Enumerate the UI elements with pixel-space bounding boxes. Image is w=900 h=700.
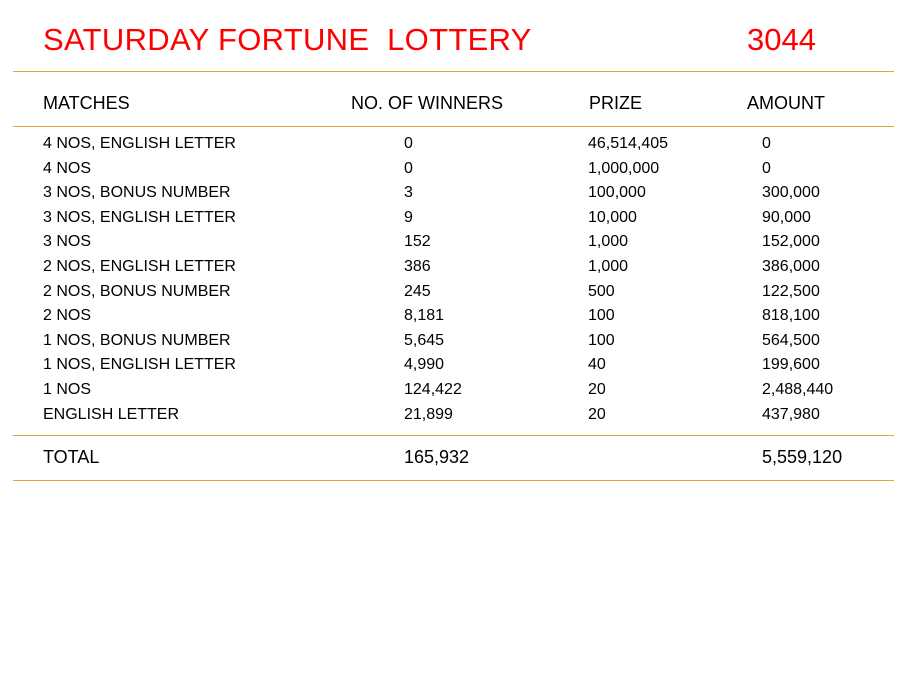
table-row (0, 331, 900, 356)
amount-cell: 152,000 (762, 233, 820, 251)
results-table (0, 134, 900, 429)
amount-cell: 122,500 (762, 282, 820, 300)
match-cell: 1 NOS (43, 380, 92, 398)
amount-cell: 437,980 (762, 405, 820, 423)
match-cell: 4 NOS, ENGLISH LETTER (43, 135, 236, 152)
amount-cell: 0 (762, 135, 771, 152)
amount-cell: 818,100 (762, 307, 820, 325)
prize-cell: 1,000,000 (588, 159, 660, 177)
prize-cell: 100,000 (588, 184, 646, 202)
prize-cell: 20 (588, 405, 606, 423)
prize-cell: 20 (588, 380, 606, 398)
table-row (0, 183, 900, 208)
prize-cell: 500 (588, 282, 615, 300)
match-cell: 1 NOS, BONUS NUMBER (43, 331, 231, 349)
table-row (0, 282, 900, 307)
draw-number: 3044 (747, 22, 816, 57)
table-row (0, 134, 900, 159)
total-label: TOTAL (43, 447, 100, 467)
amount-cell: 386,000 (762, 257, 820, 275)
prize-cell: 1,000 (588, 257, 629, 275)
winners-cell: 0 (404, 159, 413, 177)
table-row (0, 405, 900, 430)
column-header-winners: NO. OF WINNERS (351, 93, 503, 113)
winners-cell: 0 (404, 135, 413, 152)
winners-cell: 3 (404, 184, 413, 202)
winners-cell: 9 (404, 208, 413, 226)
table-row (0, 257, 900, 282)
column-header-matches: MATCHES (43, 93, 130, 113)
match-cell: 2 NOS, BONUS NUMBER (43, 282, 231, 300)
prize-cell: 46,514,405 (588, 135, 669, 152)
table-row (0, 306, 900, 331)
match-cell: 2 NOS (43, 307, 92, 325)
amount-cell: 90,000 (762, 208, 811, 226)
winners-cell: 8,181 (404, 307, 445, 325)
winners-cell: 21,899 (404, 405, 453, 423)
divider-bottom (13, 480, 894, 481)
match-cell: 3 NOS, ENGLISH LETTER (43, 208, 236, 226)
table-row (0, 159, 900, 184)
winners-cell: 124,422 (404, 380, 462, 398)
amount-cell: 2,488,440 (762, 380, 834, 398)
prize-cell: 100 (588, 331, 615, 349)
table-row (0, 232, 900, 257)
amount-cell: 199,600 (762, 356, 820, 374)
column-header-prize: PRIZE (589, 93, 643, 113)
amount-cell: 0 (762, 159, 771, 177)
winners-cell: 4,990 (404, 356, 445, 374)
match-cell: 1 NOS, ENGLISH LETTER (43, 356, 236, 374)
amount-cell: 300,000 (762, 184, 820, 202)
column-header-amount: AMOUNT (747, 93, 825, 113)
divider-header (13, 126, 894, 127)
prize-cell: 1,000 (588, 233, 629, 251)
total-amount: 5,559,120 (762, 447, 843, 467)
table-row (0, 355, 900, 380)
divider-top (13, 71, 894, 72)
total-winners: 165,932 (404, 447, 470, 467)
table-row (0, 380, 900, 405)
winners-cell: 152 (404, 233, 431, 251)
winners-cell: 245 (404, 282, 431, 300)
match-cell: 4 NOS (43, 159, 92, 177)
winners-cell: 386 (404, 257, 431, 275)
match-cell: 3 NOS (43, 233, 92, 251)
table-row (0, 208, 900, 233)
match-cell: ENGLISH LETTER (43, 405, 180, 423)
amount-cell: 564,500 (762, 331, 820, 349)
prize-cell: 10,000 (588, 208, 637, 226)
winners-cell: 5,645 (404, 331, 445, 349)
match-cell: 3 NOS, BONUS NUMBER (43, 184, 231, 202)
divider-total (13, 435, 894, 436)
page-title: SATURDAY FORTUNE LOTTERY (43, 22, 532, 57)
prize-cell: 100 (588, 307, 615, 325)
prize-cell: 40 (588, 356, 606, 374)
match-cell: 2 NOS, ENGLISH LETTER (43, 257, 236, 275)
